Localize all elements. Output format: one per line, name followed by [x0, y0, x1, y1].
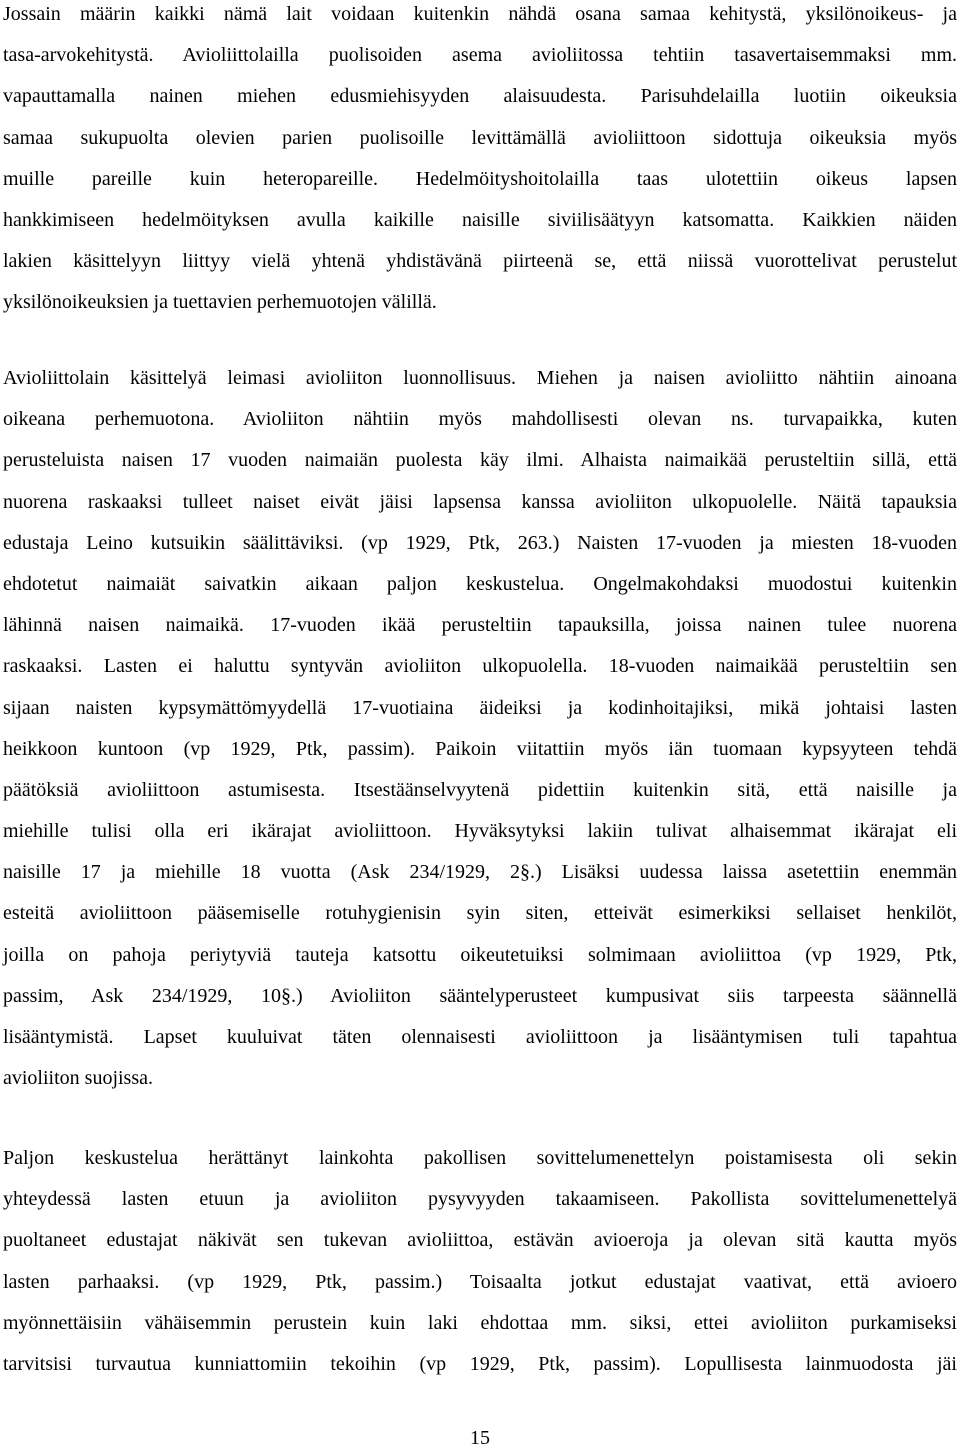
- text-line: edustaja Leino kutsuikin säälittäviksi. (vp 1929, Ptk, 263.) Naisten 17-vuoden ja miesten 18-vuoden: [3, 531, 957, 554]
- text-line: perusteluista naisen 17 vuoden naimaiän puolesta käy ilmi. Alhaista naimaikää perusteltiin sillä, että: [3, 449, 957, 472]
- text-line: nuorena raskaaksi tulleet naiset eivät jäisi lapsensa kanssa avioliiton ulkopuolelle. Näitä tapauksia: [3, 490, 957, 513]
- text-line: tarvitsisi turvautua kunniattomiin tekoihin (vp 1929, Ptk, passim). Lopullisesta lainmuodosta jäi: [3, 1352, 957, 1375]
- text-line: yhteydessä lasten etuun ja avioliiton pysyvyyden takaamiseen. Pakollista sovittelumenettelyä: [3, 1188, 957, 1211]
- text-line: myönnettäisiin vähäisemmin perustein kuin laki ehdottaa mm. siksi, ettei avioliiton purkamiseksi: [3, 1311, 957, 1334]
- text-line: avioliiton suojissa.: [3, 1067, 153, 1090]
- text-line: Paljon keskustelua herättänyt lainkohta pakollisen sovittelumenettelyn poistamisesta oli sekin: [3, 1147, 957, 1169]
- paragraph-1: [3, 0, 957, 324]
- page-number: 15: [470, 1427, 490, 1449]
- text-line: joilla on pahoja periytyviä tauteja katsottu oikeutetuiksi solmimaan avioliittoa (vp 1929, Ptk,: [3, 943, 957, 966]
- text-line: vapauttamalla nainen miehen edusmiehisyyden alaisuudesta. Parisuhdelailla luotiin oikeuksia: [3, 85, 957, 108]
- text-line: naisille 17 ja miehille 18 vuotta (Ask 234/1929, 2§.) Lisäksi uudessa laissa asetettiin enemmän: [3, 861, 957, 884]
- text-line: lakien käsittelyyn liittyy vielä yhtenä yhdistävänä piirteenä se, että niissä vuorottelivat perustelut: [3, 250, 957, 273]
- paragraph-2: [3, 358, 957, 1099]
- text-line: Jossain määrin kaikki nämä lait voidaan kuitenkin nähdä osana samaa kehitystä, yksilönoikeus- ja: [3, 3, 957, 25]
- text-line: passim, Ask 234/1929, 10§.) Avioliiton sääntelyperusteet kumpusivat siis tarpeesta säännellä: [3, 984, 957, 1007]
- text-line: ehdotetut naimaiät saivatkin aikaan paljon keskustelua. Ongelmakohdaksi muodostui kuitenkin: [3, 572, 957, 595]
- text-line: tasa-arvokehitystä. Avioliittolailla puolisoiden asema avioliitossa tehtiin tasavertaisemmaksi mm.: [3, 44, 957, 67]
- text-line: päätöksiä avioliittoon astumisesta. Itsestäänselvyytenä pidettiin kuitenkin sitä, että naisille ja: [3, 778, 957, 801]
- paragraph-3: [3, 1138, 957, 1385]
- text-line: oikeana perhemuotona. Avioliiton nähtiin myös mahdollisesti olevan ns. turvapaikka, kuten: [3, 408, 957, 431]
- text-line: lähinnä naisen naimaikä. 17-vuoden ikää perusteltiin tapauksilla, joissa nainen tulee nuorena: [3, 614, 957, 637]
- text-line: yksilönoikeuksien ja tuettavien perhemuotojen välillä.: [3, 291, 437, 314]
- text-line: hankkimiseen hedelmöityksen avulla kaikille naisille siviilisäätyyn katsomatta. Kaikkien näiden: [3, 208, 957, 231]
- text-line: raskaaksi. Lasten ei haluttu syntyvän avioliiton ulkopuolella. 18-vuoden naimaikää perusteltiin sen: [3, 655, 957, 678]
- text-line: puoltaneet edustajat näkivät sen tukevan avioliittoa, estävän avioeroja ja olevan sitä kautta myös: [3, 1229, 957, 1252]
- text-line: Avioliittolain käsittelyä leimasi avioliiton luonnollisuus. Miehen ja naisen avioliitto nähtiin ainoana: [3, 367, 957, 389]
- text-line: lisääntymistä. Lapset kuuluivat täten olennaisesti avioliittoon ja lisääntymisen tuli tapahtua: [3, 1026, 957, 1048]
- text-line: heikkoon kuntoon (vp 1929, Ptk, passim). Paikoin viitattiin myös iän tuomaan kypsyyteen tehdä: [3, 737, 957, 760]
- text-line: samaa sukupuolta olevien parien puolisoille levittämällä avioliittoon sidottuja oikeuksia myös: [3, 126, 957, 149]
- text-line: esteitä avioliittoon pääsemiselle rotuhygienisin syin siten, etteivät esimerkiksi sellaiset henkilöt,: [3, 902, 957, 925]
- text-line: muille pareille kuin heteropareille. Hedelmöityshoitolailla taas ulotettiin oikeus lapsen: [3, 167, 957, 190]
- text-line: sijaan naisten kypsymättömyydellä 17-vuotiaina äideiksi ja kodinhoitajiksi, mikä johtaisi lasten: [3, 696, 957, 719]
- text-line: lasten parhaaksi. (vp 1929, Ptk, passim.) Toisaalta jotkut edustajat vaativat, että avioero: [3, 1270, 957, 1293]
- text-line: miehille tulisi olla eri ikärajat avioliittoon. Hyväksytyksi lakiin tulivat alhaisemmat ikärajat eli: [3, 820, 957, 843]
